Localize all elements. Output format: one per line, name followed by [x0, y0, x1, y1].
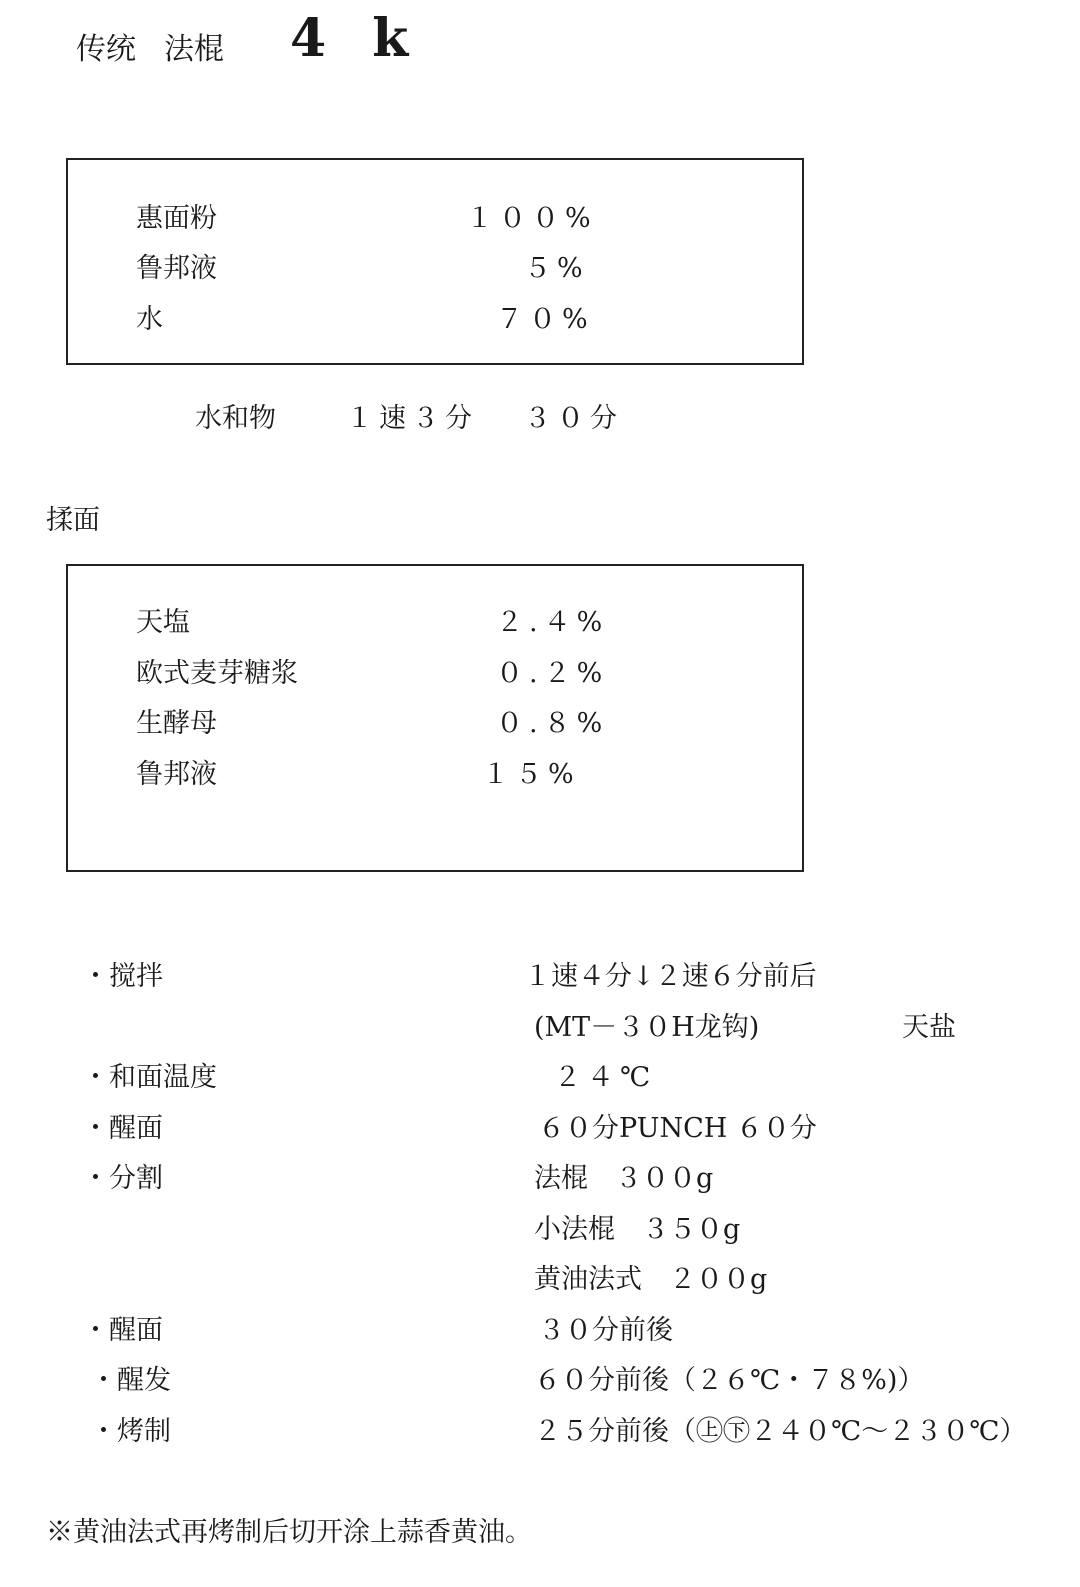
- poolish-box: [66, 158, 804, 365]
- step-label: ・分割: [82, 1163, 163, 1194]
- step-label: ・和面温度: [82, 1062, 217, 1093]
- knead-box: [66, 564, 804, 872]
- ingredient-value: ２.４%: [496, 607, 609, 638]
- ingredient-value: ０.２%: [496, 658, 609, 689]
- ingredient-name: 欧式麦芽糖浆: [136, 658, 298, 689]
- step-value: 小法棍 ３５０g: [534, 1214, 741, 1245]
- step-label: ・烤制: [90, 1416, 171, 1447]
- knead-label: 揉面: [46, 505, 100, 536]
- ingredient-value: ０.８%: [496, 708, 609, 739]
- autolyse-label: 水和物: [195, 403, 276, 434]
- ingredient-value: ７０%: [496, 304, 594, 335]
- step-value: ２４℃: [554, 1062, 657, 1093]
- step-value: ３０分前後: [538, 1315, 673, 1346]
- page-title: [76, 24, 224, 68]
- autolyse-rest: ３０分: [524, 403, 623, 434]
- batch-size: 4 k: [290, 8, 423, 69]
- ingredient-value: １５%: [482, 759, 580, 790]
- ingredient-name: 鲁邦液: [136, 253, 217, 284]
- ingredient-name: 惠面粉: [136, 203, 217, 234]
- step-value: １速４分↓２速６分前后: [524, 961, 817, 992]
- footnote: ※黄油法式再烤制后切开涂上蒜香黄油。: [46, 1517, 532, 1548]
- step-value: ６０分前後（２６℃・７８%)）: [534, 1365, 925, 1396]
- ingredient-value: ５%: [524, 253, 589, 284]
- step-value: 法棍 ３００g: [534, 1163, 714, 1194]
- step-value: ２５分前後（㊤㊦２４０℃～２３０℃）: [534, 1416, 1027, 1447]
- ingredient-name: 生酵母: [136, 708, 217, 739]
- step-label: ・醒面: [82, 1315, 163, 1346]
- title-product: 法棍: [164, 32, 224, 67]
- step-label: ・搅拌: [82, 961, 163, 992]
- step-label: ・醒面: [82, 1113, 163, 1144]
- autolyse-speed: １速３分: [346, 403, 478, 434]
- title-style: 传统: [76, 32, 136, 67]
- step-label: ・醒发: [90, 1365, 171, 1396]
- ingredient-name: 水: [136, 304, 163, 335]
- step-value: (MT－３０H龙钩): [534, 1012, 760, 1043]
- ingredient-name: 天塩: [136, 607, 190, 638]
- step-extra: 天盐: [902, 1012, 956, 1043]
- ingredient-value: １００%: [466, 203, 597, 234]
- step-value: ６０分PUNCH ６０分: [538, 1113, 817, 1144]
- ingredient-name: 鲁邦液: [136, 759, 217, 790]
- step-value: 黄油法式 ２００g: [534, 1264, 768, 1295]
